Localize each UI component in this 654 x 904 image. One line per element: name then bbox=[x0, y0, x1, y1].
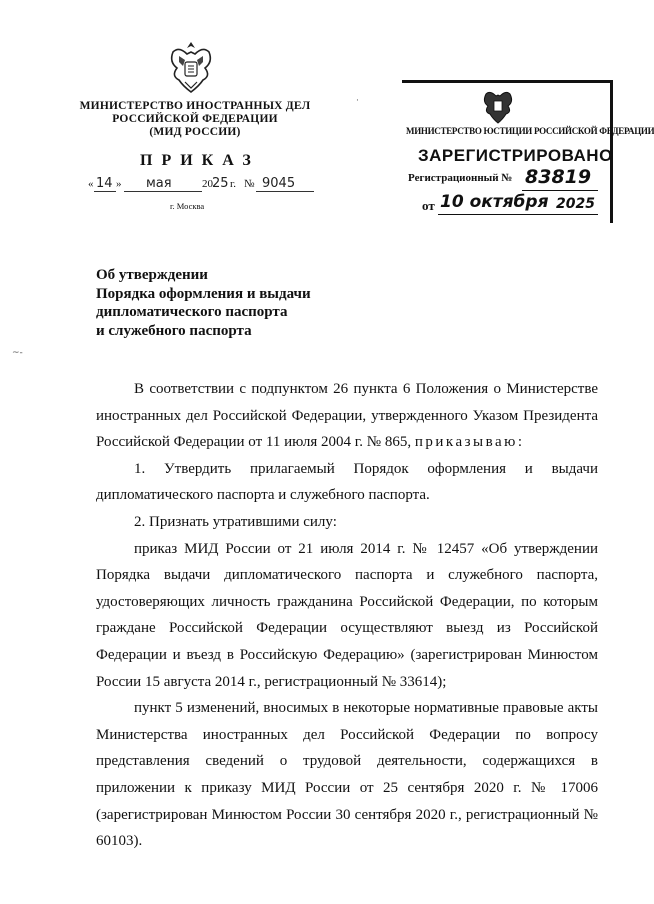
date-month: мая bbox=[146, 176, 172, 191]
stamp-coat-of-arms-emblem bbox=[480, 86, 516, 126]
title-line: и служебного паспорта bbox=[96, 322, 252, 339]
order-number: 9045 bbox=[262, 176, 296, 191]
order-body bbox=[96, 376, 598, 855]
preamble-text: В соответствии с подпунктом 26 пункта 6 Положения о Министерстве иностранных дел Российской Федерации, утвержденного Указом Президента Российской Федерации от 11 июля 2004 г. № 865, bbox=[96, 381, 598, 451]
number-underline bbox=[256, 191, 314, 192]
date-year-unit: г. bbox=[230, 178, 237, 190]
scan-mark: ~- bbox=[12, 348, 23, 358]
order-title bbox=[96, 266, 311, 340]
document-type-heading: ПРИКАЗ bbox=[140, 152, 260, 169]
ministry-name-line1: МИНИСТЕРСТВО ИНОСТРАННЫХ ДЕЛ bbox=[79, 100, 311, 112]
month-underline bbox=[124, 191, 202, 192]
city: г. Москва bbox=[170, 201, 205, 211]
order-number-label: № bbox=[244, 178, 255, 190]
item-2b: пункт 5 изменений, вносимых в некоторые нормативные правовые акты Министерства иностранных дел Российской Федерации по вопросу представления сведений о трудовой деятельности, содержащихся в приложении к приказу МИД России от 25 сентября 2020 г. № 17006 (зарегистрирован Минюстом России 30 сентября 2020 г., регистрационный № 60103). bbox=[96, 700, 598, 850]
order-date-line bbox=[88, 176, 318, 194]
title-line: Порядка оформления и выдачи bbox=[96, 285, 311, 302]
item-1: 1. Утвердить прилагаемый Порядок оформления и выдачи дипломатического паспорта и служебного паспорта. bbox=[96, 460, 598, 504]
stamp-date-label: от bbox=[422, 198, 435, 213]
stamp-number-label: Регистрационный № bbox=[408, 172, 513, 184]
stamp-date-underline bbox=[438, 214, 598, 215]
preamble-paragraph bbox=[96, 376, 598, 456]
date-day: 14 bbox=[96, 176, 113, 191]
scan-mark: · bbox=[356, 96, 359, 106]
title-line: Об утверждении bbox=[96, 267, 208, 283]
stamp-number-underline bbox=[522, 190, 598, 191]
item-2a: приказ МИД России от 21 июля 2014 г. № 12457 «Об утверждении Порядка выдачи дипломатического паспорта и служебного паспорта, удостоверяющих личность гражданина Российской Федерации, по которым граждане Российской Федерации осуществляют выезд из Российской Федерации и въезд в Российскую Федерацию» (зарегистрирован Минюстом России 15 августа 2014 г., регистрационный № 33614); bbox=[96, 540, 598, 690]
stamp-organization: МИНИСТЕРСТВО ЮСТИЦИИ РОССИЙСКОЙ ФЕДЕРАЦИИ bbox=[406, 126, 654, 136]
item-2: 2. Признать утратившими силу: bbox=[134, 513, 337, 530]
ministry-name-line3: (МИД РОССИИ) bbox=[149, 126, 241, 138]
date-open-quote: « bbox=[88, 178, 94, 190]
date-close-quote: » bbox=[116, 178, 122, 190]
stamp-status: ЗАРЕГИСТРИРОВАНО bbox=[418, 146, 613, 165]
day-underline bbox=[94, 191, 116, 192]
coat-of-arms-emblem bbox=[165, 38, 217, 98]
stamp-date-year: 2025 bbox=[556, 196, 595, 212]
ministry-name-line2: РОССИЙСКОЙ ФЕДЕРАЦИИ bbox=[112, 113, 278, 125]
date-year-suffix: 25 bbox=[212, 176, 229, 191]
stamp-registration-number: 83819 bbox=[525, 166, 592, 188]
stamp-date-value: 10 октября bbox=[440, 192, 549, 212]
preamble-command: приказываю: bbox=[414, 434, 525, 451]
title-line: дипломатического паспорта bbox=[96, 304, 288, 320]
date-year-prefix: 20 bbox=[202, 178, 213, 190]
